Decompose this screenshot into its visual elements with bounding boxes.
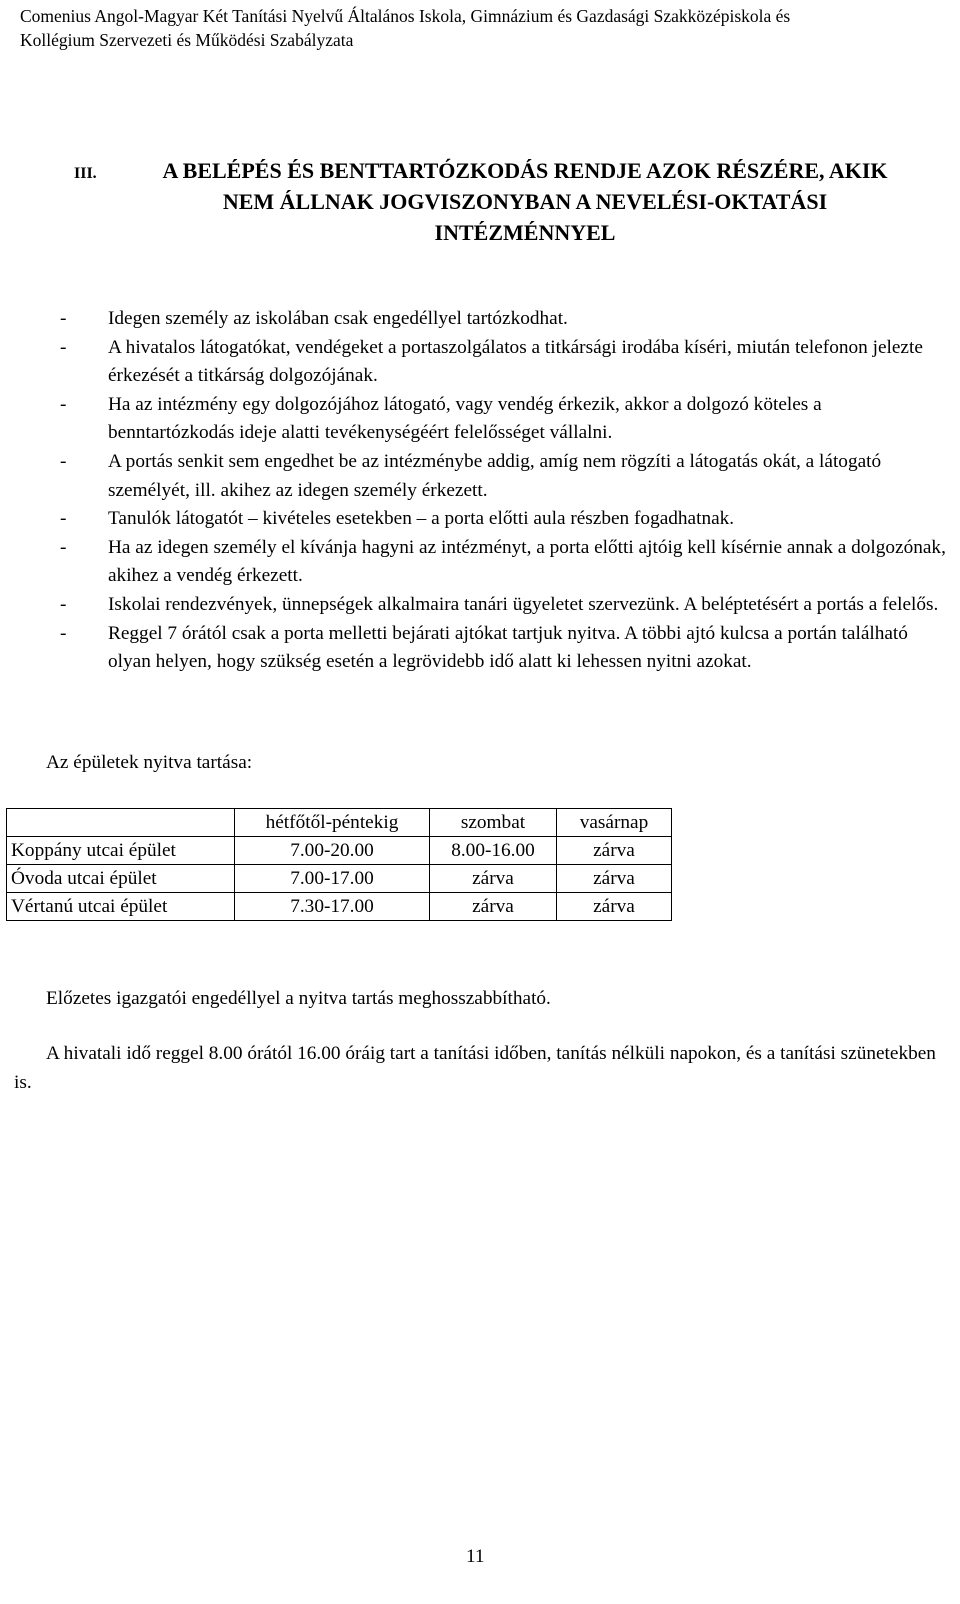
- rules-list: [60, 305, 950, 677]
- bullet-dash: -: [60, 308, 67, 329]
- rule-text: Ha az intézmény egy dolgozójához látogató, vagy vendég érkezik, akkor a dolgozó köteles a benntartózkodás ideje alatti tevékenységéért felelősséget vállalni.: [108, 393, 822, 444]
- table-header-cell: hétfőtől-péntekig: [235, 809, 430, 837]
- table-cell: [7, 809, 235, 837]
- table-cell: zárva: [430, 865, 557, 893]
- bullet-dash: -: [60, 450, 67, 472]
- bullet-dash: -: [60, 508, 67, 530]
- list-item: [60, 391, 950, 448]
- bullet-dash: -: [60, 622, 67, 644]
- list-item: [60, 620, 950, 677]
- rule-text: Reggel 7 órától csak a porta melletti bejárati ajtókat tartjuk nyitva. A többi ajtó kulcsa a portán található olyan helyen, hogy szükség esetén a legrövidebb idő alatt ki lehessen nyitni azokat.: [108, 622, 908, 673]
- opening-hours-table: [6, 808, 672, 921]
- header-line-1: Comenius Angol-Magyar Két Tanítási Nyelvű Általános Iskola, Gimnázium és Gazdasági Szakközépiskola és: [20, 6, 791, 26]
- rule-text: Idegen személy az iskolában csak engedéllyel tartózkodhat.: [108, 308, 568, 329]
- rule-text: Iskolai rendezvények, ünnepségek alkalmaira tanári ügyeletet szervezünk. A beléptetésért a portás a felelős.: [108, 593, 939, 615]
- page-number: 11: [466, 1546, 485, 1567]
- list-item: [60, 591, 950, 620]
- list-item: [60, 305, 950, 334]
- opening-hours-label: Az épületek nyitva tartása:: [46, 752, 253, 773]
- extension-note: Előzetes igazgatói engedéllyel a nyitva tartás meghosszabbítható.: [46, 988, 551, 1009]
- office-hours-note: A hivatali idő reggel 8.00 órától 16.00 óráig tart a tanítási időben, tanítás nélküli napokon, és a tanítási szünetekben is.: [14, 1043, 936, 1093]
- table-header-cell: szombat: [430, 809, 557, 837]
- list-item: [60, 448, 950, 505]
- rule-text: A portás senkit sem engedhet be az intézménybe addig, amíg nem rögzíti a látogatás okát, a látogató személyét, ill. akihez az idegen személy érkezett.: [108, 450, 882, 501]
- table-cell: zárva: [557, 837, 672, 865]
- section-title-line-2: NEM ÁLLNAK JOGVISZONYBAN A NEVELÉSI-OKTATÁSI: [222, 189, 828, 214]
- table-cell: Koppány utcai épület: [7, 837, 235, 865]
- list-item: [60, 334, 950, 391]
- table-row: [7, 837, 672, 865]
- rule-text: A hivatalos látogatókat, vendégeket a portaszolgálatos a titkársági irodába kíséri, miután telefonon jelezte érkezését a titkárság dolgozójának.: [108, 336, 923, 387]
- document-header: [20, 4, 950, 52]
- table-row: [7, 865, 672, 893]
- table-header-row: [7, 809, 672, 837]
- table-row: [7, 893, 672, 921]
- table-cell: Vértanú utcai épület: [7, 893, 235, 921]
- section-title-line-1: A BELÉPÉS ÉS BENTTARTÓZKODÁS RENDJE AZOK RÉSZÉRE, AKIK: [162, 158, 888, 183]
- table-header-cell: vasárnap: [557, 809, 672, 837]
- table-cell: 7.00-17.00: [235, 865, 430, 893]
- table-cell: zárva: [430, 893, 557, 921]
- bullet-dash: -: [60, 593, 67, 615]
- bullet-dash: -: [60, 393, 67, 415]
- header-line-2: Kollégium Szervezeti és Működési Szabályzata: [20, 30, 354, 50]
- table-cell: zárva: [557, 865, 672, 893]
- rule-text: Tanulók látogatót – kivételes esetekben – a porta előtti aula részben fogadhatnak.: [108, 508, 735, 530]
- table-cell: zárva: [557, 893, 672, 921]
- bullet-dash: -: [60, 536, 67, 558]
- list-item: [60, 505, 950, 534]
- section-heading: [74, 155, 930, 248]
- table-cell: Óvoda utcai épület: [7, 865, 235, 893]
- section-number: III.: [74, 165, 97, 182]
- table-cell: 8.00-16.00: [430, 837, 557, 865]
- list-item: [60, 534, 950, 591]
- table-cell: 7.30-17.00: [235, 893, 430, 921]
- table-cell: 7.00-20.00: [235, 837, 430, 865]
- section-title-line-3: INTÉZMÉNNYEL: [434, 220, 616, 245]
- bullet-dash: -: [60, 336, 67, 358]
- rule-text: Ha az idegen személy el kívánja hagyni az intézményt, a porta előtti ajtóig kell kísérnie annak a dolgozónak, akihez a vendég érkezett.: [108, 536, 946, 587]
